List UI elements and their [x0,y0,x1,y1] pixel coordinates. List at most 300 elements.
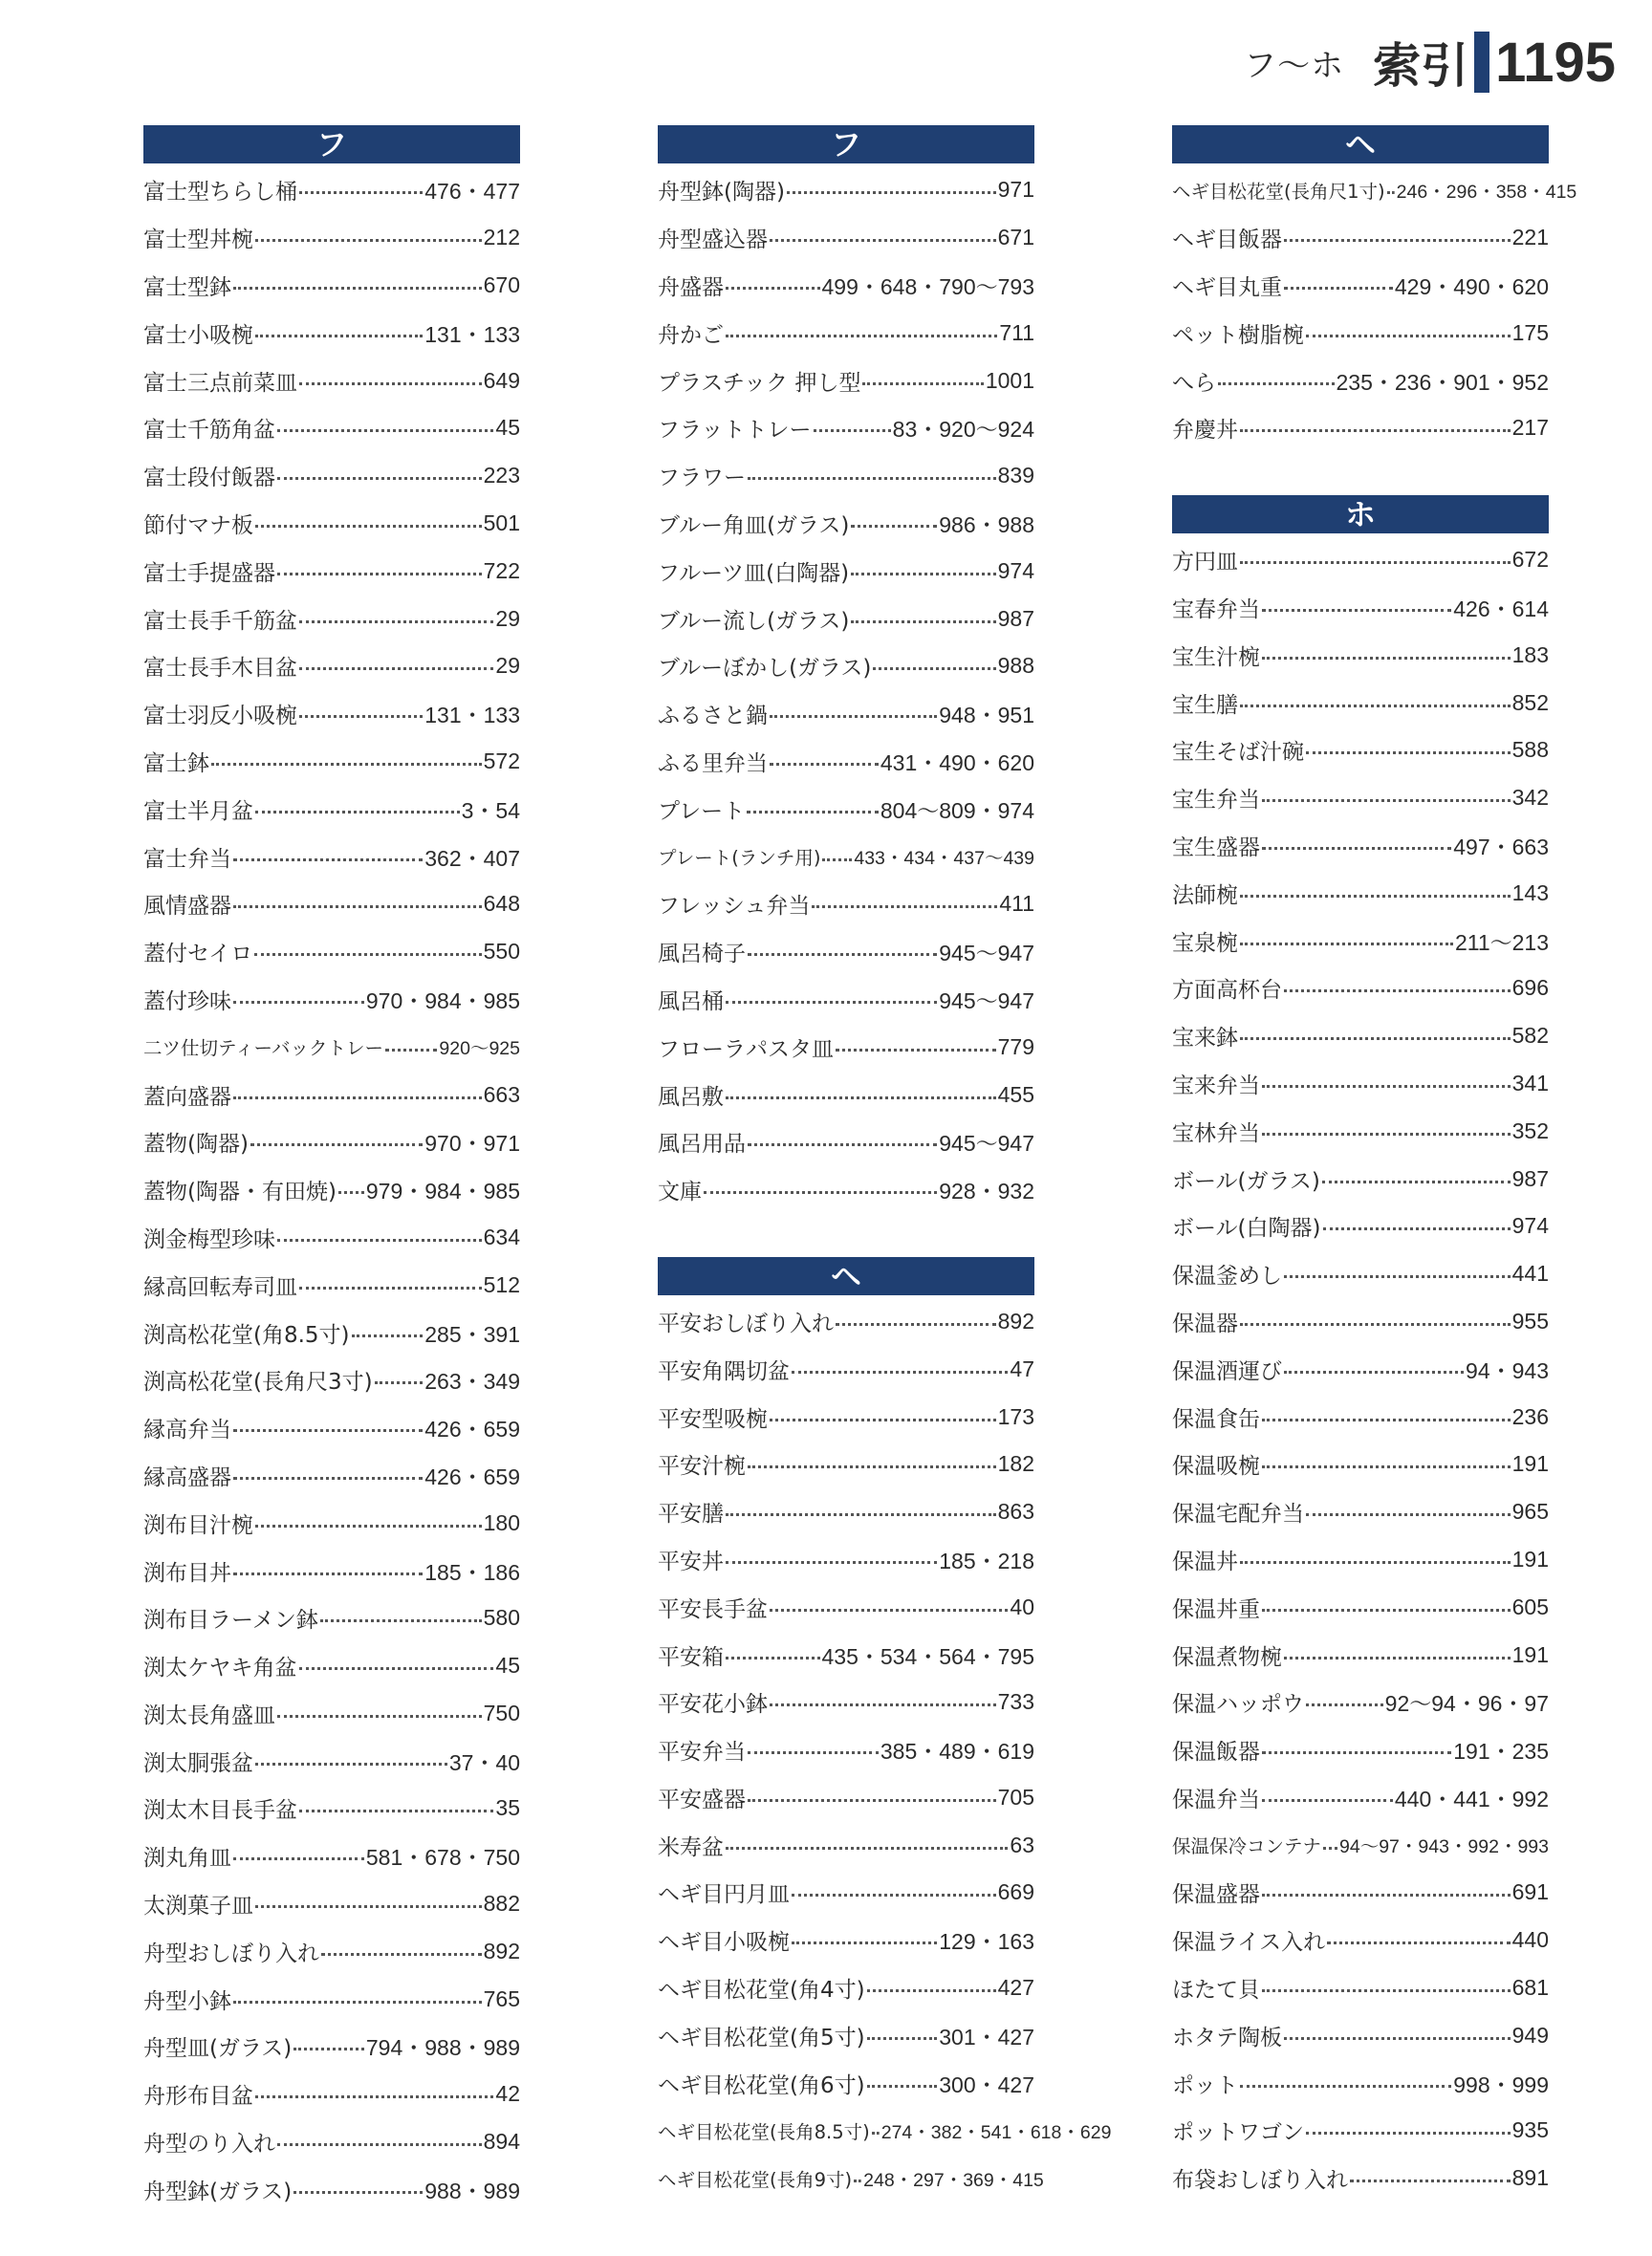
index-entry [143,1547,520,1594]
dot-leader [1306,2132,1511,2135]
entry-name: 保温釜めし [1172,1264,1282,1290]
dot-leader [1218,382,1335,385]
dot-leader [873,667,995,670]
entry-name: ふる里弁当 [658,750,768,776]
index-entry [658,547,1034,595]
index-range: フ〜ホ [1244,46,1345,85]
entry-pages: 794・988・989 [365,2035,520,2061]
entry-name: フルーツ皿(白陶器) [658,560,850,586]
entry-name: 宝林弁当 [1172,1120,1260,1146]
index-entry [658,1166,1034,1214]
dot-leader [704,1191,937,1194]
dot-leader [1284,989,1511,992]
entry-name: 宝春弁当 [1172,597,1260,622]
index-entry [658,262,1034,310]
entry-pages: 301・427 [939,2024,1034,2050]
dot-leader [770,1419,996,1421]
index-entry [658,309,1034,357]
index-entry [1172,1203,1549,1250]
entry-name: 平安汁椀 [658,1454,746,1480]
entry-pages: 582 [1511,1023,1549,1049]
entry-name: 節付マナ板 [143,512,253,538]
index-entry [1172,631,1549,679]
entry-pages: 987 [997,605,1034,631]
entry-name: 平安膳 [658,1502,724,1528]
entry-pages: 300・427 [939,2072,1034,2097]
index-entry [143,1404,520,1452]
entry-pages: 669 [997,1879,1034,1905]
index-entry [143,2023,520,2071]
index-entry [658,976,1034,1024]
entry-name: ヘギ目丸重 [1172,274,1282,300]
dot-leader [726,1561,937,1564]
entry-name: 舟型おしぼり入れ [143,1941,319,1966]
entry-name: 平安盛器 [658,1787,746,1812]
entry-name: フローラパスタ皿 [658,1036,834,1062]
entry-name: 縁高弁当 [143,1418,231,1443]
index-entry [1172,1679,1549,1726]
dot-leader [255,1763,447,1766]
entry-name: 富士弁当 [143,846,231,872]
index-entry [658,1118,1034,1166]
dot-leader [277,2143,482,2146]
dot-leader [277,573,482,575]
entry-pages: 131・133 [424,703,520,728]
index-entry [143,1975,520,2023]
entry-name: フレッシュ弁当 [658,894,811,920]
entry-pages: 426・659 [424,1417,520,1443]
entry-name: 舟かご [658,322,724,348]
dot-leader [851,620,995,623]
index-entry [1172,679,1549,727]
entry-name: 宝生盛器 [1172,835,1260,860]
index-entry [143,357,520,404]
entry-pages: 974 [997,557,1034,583]
index-entry [1172,1441,1549,1488]
index-entry [143,166,520,214]
section-heading: フ [658,125,1034,163]
dot-leader [822,858,852,861]
entry-name: 舟型皿(ガラス) [143,2036,293,2062]
dot-leader [1262,1133,1511,1136]
section-heading: ヘ [1172,125,1549,163]
dot-leader [1262,657,1511,660]
dot-leader [867,1989,996,1992]
dot-leader [748,1465,996,1468]
entry-pages: 385・489・619 [880,1739,1034,1765]
dot-leader [1240,1037,1511,1040]
index-entry [143,1166,520,1214]
index-entry [1172,774,1549,822]
entry-name: 渕太長角盛皿 [143,1703,275,1728]
index-entry [143,833,520,880]
index-entry [1172,1821,1549,1869]
index-entry [143,1356,520,1404]
entry-pages: 839 [997,463,1034,488]
index-entry [658,452,1034,500]
entry-pages: 441 [1511,1261,1549,1287]
dot-leader [726,287,820,290]
entry-name: 舟型鉢(陶器) [658,180,785,206]
entry-pages: 45 [495,415,520,441]
dot-leader [1262,1989,1511,1992]
entry-pages: 928・932 [939,1179,1034,1204]
index-entry [658,1393,1034,1441]
entry-name: 富士型ちらし桶 [143,180,297,206]
entry-name: 富士半月盆 [143,798,253,824]
index-entry [658,1023,1034,1071]
dot-leader [851,525,937,528]
dot-leader [277,429,493,432]
entry-name: 弁慶丼 [1172,418,1238,444]
dot-leader [293,2048,364,2050]
entry-pages: 955 [1511,1308,1549,1334]
entry-pages: 974 [1511,1213,1549,1239]
index-entry [143,595,520,642]
dot-leader [787,191,996,194]
entry-name: 舟型盛込器 [658,228,768,253]
entry-pages: 433・434・437〜439 [854,848,1034,870]
entry-pages: 63 [1010,1832,1034,1857]
dot-leader [1284,1275,1511,1278]
entry-pages: 429・490・620 [1394,273,1549,299]
index-entry [1172,1155,1549,1203]
index-entry [143,2118,520,2166]
entry-pages: 501 [483,510,520,535]
dot-leader [1240,1561,1511,1564]
entry-pages: 341 [1511,1070,1549,1095]
dot-leader [851,573,996,575]
index-entry [658,2107,1112,2155]
section-heading: ホ [1172,495,1549,533]
dot-leader [1240,2085,1451,2088]
dot-leader [299,1287,482,1290]
dot-leader [233,905,482,908]
dot-leader [1240,943,1453,945]
dot-leader [862,382,983,385]
entry-name: フラワー [658,466,746,491]
entry-pages: 892 [997,1308,1034,1334]
index-entry [143,1214,520,1262]
entry-name: ほたて貝 [1172,1978,1260,2004]
index-entry [1172,1298,1549,1346]
entry-name: 平安丼 [658,1549,724,1574]
entry-name: 宝生そば汁碗 [1172,740,1304,766]
index-entry [658,1726,1034,1774]
index-entry [143,690,520,738]
entry-pages: 83・920〜924 [892,417,1034,443]
index-entry [658,833,1034,880]
header-accent-bar [1474,32,1489,93]
entry-name: 富士鉢 [143,750,209,776]
entry-pages: 427 [997,1975,1034,2001]
dot-leader [1262,847,1451,850]
dot-leader [726,335,997,337]
entry-name: 布袋おしぼり入れ [1172,2168,1348,2194]
entry-pages: 681 [1511,1975,1549,2001]
dot-leader [748,953,937,956]
section-heading: フ [143,125,520,163]
entry-name: 舟形布目盆 [143,2084,253,2110]
entry-name: 保温宅配弁当 [1172,1502,1304,1528]
dot-leader [233,1857,364,1860]
index-entry [143,452,520,500]
index-entry [658,1488,1034,1536]
entry-pages: 649 [483,367,520,393]
entry-name: 保温ハッポウ [1172,1692,1304,1718]
entry-pages: 648 [483,891,520,917]
entry-name: 米寿盆 [658,1834,724,1860]
entry-name: 渕高松花堂(長角尺3寸) [143,1370,373,1396]
entry-name: 保温丼重 [1172,1596,1260,1622]
entry-pages: 40 [1010,1594,1034,1619]
dot-leader [385,1049,437,1052]
entry-pages: 248・297・369・415 [863,2169,1044,2191]
dot-leader [1284,2037,1511,2040]
section-heading: ヘ [658,1257,1034,1295]
entry-name: 渕布目汁椀 [143,1512,253,1538]
dot-leader [1262,1419,1511,1421]
index-entry [1172,917,1549,965]
entry-pages: 588 [1511,737,1549,763]
dot-leader [1240,429,1511,432]
dot-leader [1262,799,1511,802]
dot-leader [250,1143,423,1146]
entry-name: 方面高杯台 [1172,978,1282,1004]
entry-pages: 476・477 [424,179,520,205]
entry-name: 法師椀 [1172,882,1238,908]
dot-leader [299,715,423,718]
index-entry [1172,584,1549,632]
entry-pages: 945〜947 [939,941,1034,966]
index-entry [1172,822,1549,870]
entry-name: 舟型小鉢 [143,1988,231,2014]
entry-name: 渕布目丼 [143,1560,231,1586]
entry-name: 蓋向盛器 [143,1084,231,1110]
dot-leader [867,2037,938,2040]
entry-pages: 440 [1511,1927,1549,1953]
index-entry [143,976,520,1024]
entry-name: 蓋物(陶器) [143,1132,249,1158]
index-entry [1172,2155,1549,2202]
entry-pages: 733 [997,1689,1034,1715]
dot-leader [770,239,996,242]
index-entry [658,880,1034,928]
dot-leader [1306,1513,1511,1516]
index-entry [1172,1774,1549,1822]
index-entry [1172,214,1549,262]
index-entry [1172,869,1549,917]
entry-name: 平安おしぼり入れ [658,1311,834,1336]
entry-pages: 979・984・985 [365,1179,520,1204]
dot-leader [1387,191,1395,194]
index-entry [1172,1917,1549,1964]
dot-leader [1262,609,1451,612]
index-entry [658,2155,1044,2202]
dot-leader [726,1657,820,1659]
entry-name: 風呂敷 [658,1084,724,1110]
dot-leader [726,1096,996,1099]
dot-leader [1306,1703,1383,1706]
dot-leader [255,239,482,242]
index-column-2 [658,125,1112,2245]
index-entry [658,1964,1034,2012]
entry-name: 宝生弁当 [1172,788,1260,813]
dot-leader [726,1513,996,1516]
entry-name: 保温ライス入れ [1172,1930,1326,1956]
dot-leader [338,1191,364,1194]
dot-leader [1262,1465,1511,1468]
entry-pages: 894 [483,2129,520,2155]
entry-pages: 672 [1511,547,1549,573]
entry-pages: 426・614 [1453,596,1549,621]
entry-name: 保温吸椀 [1172,1454,1260,1480]
dot-leader [1262,1894,1511,1897]
entry-pages: 274・382・541・618・629 [880,2121,1112,2143]
entry-name: 二ツ仕切ティーバックトレー [143,1037,383,1060]
entry-pages: 211〜213 [1454,929,1549,955]
entry-pages: 47 [1010,1356,1034,1381]
dot-leader [233,1429,423,1432]
index-entry [143,262,520,310]
entry-name: 富士長手木目盆 [143,656,297,682]
index-entry [658,404,1034,452]
entry-pages: 920〜925 [439,1038,520,1060]
entry-pages: 191・235 [1453,1739,1549,1765]
index-section [1172,495,1549,2202]
entry-pages: 499・648・790〜793 [821,273,1034,299]
dot-leader [1323,1847,1337,1850]
dot-leader [211,763,482,766]
dot-leader [233,1096,482,1099]
dot-leader [836,1323,996,1326]
index-entry [143,1023,520,1071]
entry-pages: 175 [1511,319,1549,345]
index-entry [658,1071,1034,1118]
dot-leader [1284,287,1393,290]
index-entry [143,1927,520,1975]
entry-pages: 852 [1511,689,1549,715]
dot-leader [1262,1609,1511,1612]
entry-name: 舟型鉢(ガラス) [143,2179,293,2204]
index-entry [143,1785,520,1833]
entry-pages: 935 [1511,2117,1549,2143]
index-section [1172,125,1577,452]
dot-leader [1350,2180,1511,2182]
entry-pages: 235・236・901・952 [1336,369,1549,395]
index-entry [1172,404,1549,452]
entry-pages: 988 [997,653,1034,679]
entry-pages: 891 [1511,2165,1549,2191]
entry-pages: 435・534・564・795 [821,1643,1034,1669]
entry-name: 蓋付セイロ [143,942,253,967]
entry-name: 富士型丼椀 [143,228,253,253]
dot-leader [1306,335,1511,337]
entry-pages: 634 [483,1224,520,1249]
entry-pages: 180 [483,1509,520,1535]
dot-leader [233,1001,364,1004]
entry-pages: 129・163 [939,1929,1034,1955]
dot-leader [748,477,996,480]
entry-name: 保温酒運び [1172,1358,1282,1384]
entry-pages: 185・186 [424,1559,520,1585]
index-entry [658,1583,1034,1631]
entry-pages: 92〜94・96・97 [1384,1691,1549,1717]
entry-name: 渕太胴張盆 [143,1750,253,1776]
dot-leader [792,1894,996,1897]
index-entry [658,357,1034,404]
entry-name: 渕高松花堂(角8.5寸) [143,1322,350,1348]
dot-leader [299,382,482,385]
dot-leader [1240,561,1511,564]
entry-name: 保温弁当 [1172,1787,1260,1812]
entry-name: ふるさと鍋 [658,704,768,729]
entry-pages: 722 [483,557,520,583]
entry-pages: 131・133 [424,321,520,347]
dot-leader [1262,1751,1451,1754]
entry-name: 保温保冷コンテナ [1172,1835,1322,1858]
dot-leader [375,1381,424,1384]
entry-name: ブルー角皿(ガラス) [658,512,850,538]
dot-leader [814,429,891,432]
entry-name: 蓋物(陶器・有田焼) [143,1180,337,1205]
entry-pages: 352 [1511,1117,1549,1143]
entry-name: 渕丸角皿 [143,1846,231,1872]
entry-pages: 671 [997,225,1034,250]
index-entry [658,1821,1034,1869]
dot-leader [320,1619,482,1622]
index-entry [1172,1964,1549,2012]
entry-pages: 663 [483,1081,520,1107]
index-entry [1172,166,1577,214]
entry-name: ヘギ目松花堂(長角8.5寸) [658,2120,870,2143]
entry-pages: 691 [1511,1879,1549,1905]
index-entry [658,1536,1034,1584]
dot-leader [299,620,493,623]
dot-leader [1240,895,1511,898]
index-entry [1172,727,1549,774]
index-entry [143,785,520,833]
entry-name: 宝生汁椀 [1172,644,1260,670]
index-entry [1172,1250,1549,1298]
dot-leader [1284,1371,1464,1374]
entry-name: 保温盛器 [1172,1882,1260,1908]
entry-pages: 217 [1511,415,1549,441]
index-entry [143,1071,520,1118]
dot-leader [233,2001,482,2004]
entry-name: 風呂用品 [658,1132,746,1158]
entry-pages: 948・951 [939,703,1034,728]
entry-name: 保温丼 [1172,1549,1238,1574]
index-entry [143,309,520,357]
dot-leader [233,287,482,290]
index-entry [143,880,520,928]
entry-name: 保温飯器 [1172,1740,1260,1766]
entry-pages: 212 [483,225,520,250]
dot-leader [255,525,482,528]
entry-pages: 37・40 [448,1749,520,1775]
index-section [658,1257,1112,2202]
index-entry [1172,2059,1549,2107]
page-header [1244,29,1616,96]
index-entry [1172,1345,1549,1393]
entry-pages: 945〜947 [939,1131,1034,1157]
dot-leader [277,1239,482,1242]
index-entry [143,1594,520,1642]
entry-name: 方円皿 [1172,550,1238,575]
entry-pages: 965 [1511,1499,1549,1525]
dot-leader [293,2191,423,2194]
